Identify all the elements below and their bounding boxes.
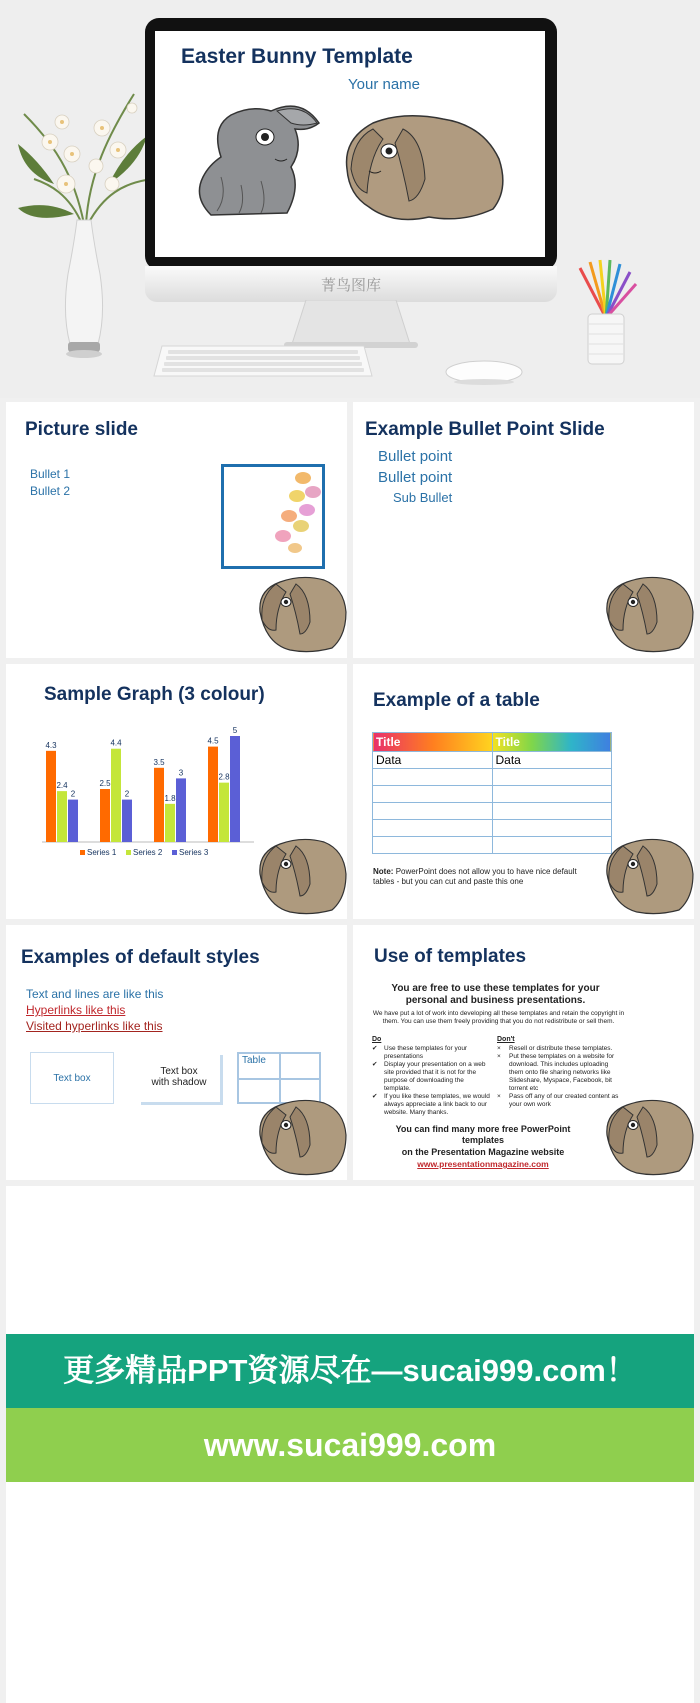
slide-picture <box>6 402 347 658</box>
bar-chart <box>32 722 262 862</box>
slide-table <box>353 664 694 919</box>
bunny-corner-image <box>597 834 694 916</box>
table-cell <box>373 837 493 854</box>
table-cell <box>373 769 493 786</box>
chart-bar <box>122 800 132 842</box>
do-item-text: Use these templates for your presentations <box>384 1045 468 1060</box>
slide-bullets <box>353 402 694 658</box>
brown-bunny-illustration <box>333 109 513 229</box>
slide-title: Examples of default styles <box>21 947 260 968</box>
keyboard-image <box>152 344 374 378</box>
table-header-cell: Title <box>373 733 493 752</box>
chart-data-label: 2.8 <box>218 772 230 782</box>
bullet-1: Bullet 1 <box>30 467 71 481</box>
shadow-box-line1: Text box <box>160 1066 198 1077</box>
chart-bar <box>68 800 78 842</box>
legend-swatch <box>172 850 177 855</box>
chart-bar <box>57 791 67 842</box>
grey-bunny-illustration <box>191 97 331 227</box>
templates-intro: We have put a lot of work into developing all these templates and retain the copyright in them. You can use them freely providing that you do not redistribute or sell them. <box>372 1010 625 1025</box>
sub-bullet: Sub Bullet <box>393 490 453 505</box>
table-note <box>373 867 599 887</box>
slide-title: Sample Graph (3 colour) <box>44 684 265 705</box>
chart-data-label: 4.3 <box>45 740 57 750</box>
blank-panel-bottom <box>6 1482 694 1703</box>
legend-swatch <box>126 850 131 855</box>
chart-bar <box>111 749 121 842</box>
table-cell <box>492 803 612 820</box>
slide-title: Example of a table <box>373 690 540 711</box>
chart-data-label: 2 <box>124 789 130 799</box>
check-icon: ✔ <box>372 1045 378 1052</box>
slide-templates <box>353 925 694 1180</box>
do-label: Do <box>372 1036 382 1043</box>
dont-item-text: Pass off any of our created content as your own work <box>509 1093 619 1108</box>
chart-bar <box>154 768 164 842</box>
monitor-bezel <box>145 18 557 270</box>
bunny-corner-image <box>597 572 694 654</box>
chart-bar <box>46 751 56 842</box>
cross-icon: × <box>497 1045 501 1052</box>
slide-title: Picture slide <box>25 419 138 440</box>
chart-data-label: 4.5 <box>207 736 219 746</box>
blank-panel-top <box>6 1186 694 1334</box>
do-item <box>372 1045 490 1117</box>
slide-title: Use of templates <box>374 946 527 967</box>
chart-data-label: 2.4 <box>56 781 68 791</box>
chart-data-label: 5 <box>232 726 238 735</box>
chart-data-label: 3 <box>178 768 184 778</box>
easter-eggs-photo <box>221 464 325 569</box>
table-sample-label: Table <box>242 1055 266 1066</box>
text-box-sample <box>30 1052 114 1104</box>
dont-item-text: Put these templates on a website for download. This includes uploading them onto file sharing networks like Slideshare, Myspace, Facebook, bit torrent etc <box>509 1053 615 1092</box>
visited-hyperlink-sample[interactable]: Visited hyperlinks like this <box>26 1019 163 1033</box>
chart-bar <box>176 778 186 842</box>
chart-data-label: 2 <box>70 789 76 799</box>
chart-bar <box>230 736 240 842</box>
slide-title: Example Bullet Point Slide <box>365 419 605 440</box>
bunny-corner-image <box>250 572 347 654</box>
hyperlink-sample[interactable]: Hyperlinks like this <box>26 1003 126 1017</box>
watermark-text: 菁鸟图库 <box>320 277 381 294</box>
table-cell <box>492 820 612 837</box>
chart-bar <box>208 747 218 842</box>
chart-data-label: 4.4 <box>110 738 122 748</box>
screen-slide-title: Easter Bunny Template <box>181 45 413 68</box>
chart-bar <box>219 783 229 842</box>
chart-data-label: 3.5 <box>153 757 165 767</box>
check-icon: ✔ <box>372 1061 378 1068</box>
legend-swatch <box>80 850 85 855</box>
text-line-sample: Text and lines are like this <box>26 987 164 1001</box>
text-box-label: Text box <box>53 1073 91 1084</box>
table-divider <box>239 1078 319 1080</box>
table-cell <box>373 803 493 820</box>
shadow-box-line2: with shadow <box>151 1077 207 1088</box>
legend-label: Series 3 <box>179 848 209 857</box>
templates-headline: You are free to use these templates for your personal and business presentations. <box>391 983 600 1006</box>
monitor-stand <box>280 300 422 350</box>
slide-graph <box>6 664 347 919</box>
presentation-magazine-link[interactable]: www.presentationmagazine.com <box>417 1159 549 1169</box>
table-cell <box>492 786 612 803</box>
bullet-point-1: Bullet point <box>378 448 453 465</box>
do-item-text: Display your presentation on a web site provided that it is not for the purpose of downloading the template. <box>384 1061 486 1092</box>
chart-bar <box>165 804 175 842</box>
check-icon: ✔ <box>372 1093 378 1100</box>
legend-label: Series 2 <box>133 848 163 857</box>
bunny-corner-image <box>250 834 347 916</box>
sample-table <box>372 732 612 854</box>
bunny-corner-image <box>597 1095 694 1177</box>
legend-label: Series 1 <box>87 848 117 857</box>
dont-item-text: Resell or distribute these templates. <box>509 1045 613 1052</box>
monitor-chin <box>145 266 557 302</box>
table-cell: Data <box>373 752 493 769</box>
table-header-cell: Title <box>492 733 612 752</box>
flower-vase-image <box>14 84 154 366</box>
chart-data-label: 2.5 <box>99 779 111 788</box>
note-text: PowerPoint does not allow you to have nice default tables - but you can cut and paste this one <box>373 867 577 886</box>
bullet-2: Bullet 2 <box>30 484 71 498</box>
monitor-screen <box>155 31 545 257</box>
note-label: Note: <box>373 867 394 876</box>
table-cell <box>373 820 493 837</box>
chart-data-label: 1.8 <box>164 793 176 803</box>
slide-default-styles <box>6 925 347 1180</box>
dont-label: Don't <box>497 1036 515 1043</box>
mouse-image <box>444 356 524 386</box>
hero-mockup <box>0 0 700 398</box>
chart-bar <box>100 789 110 842</box>
table-cell: Data <box>492 752 612 769</box>
templates-footer-line2: on the Presentation Magazine website <box>401 1147 565 1157</box>
promo-banner-url[interactable]: www.sucai999.com <box>6 1408 694 1482</box>
text-box-shadow-sample <box>138 1052 220 1102</box>
pencil-cup-image <box>572 258 640 370</box>
table-cell <box>492 837 612 854</box>
bullet-point-2: Bullet point <box>378 469 453 486</box>
cross-icon: × <box>497 1093 501 1100</box>
cross-icon: × <box>497 1053 501 1060</box>
screen-slide-subtitle: Your name <box>348 76 420 93</box>
templates-footer-line1: You can find many more free PowerPoint templates <box>395 1124 571 1145</box>
do-item-text: If you like these templates, we would always appreciate a link back to our website. Many thanks. <box>384 1093 490 1116</box>
bunny-corner-image <box>250 1095 347 1177</box>
table-cell <box>373 786 493 803</box>
promo-banner-text: 更多精品PPT资源尽在—sucai999.com！ <box>6 1334 694 1408</box>
table-cell <box>492 769 612 786</box>
